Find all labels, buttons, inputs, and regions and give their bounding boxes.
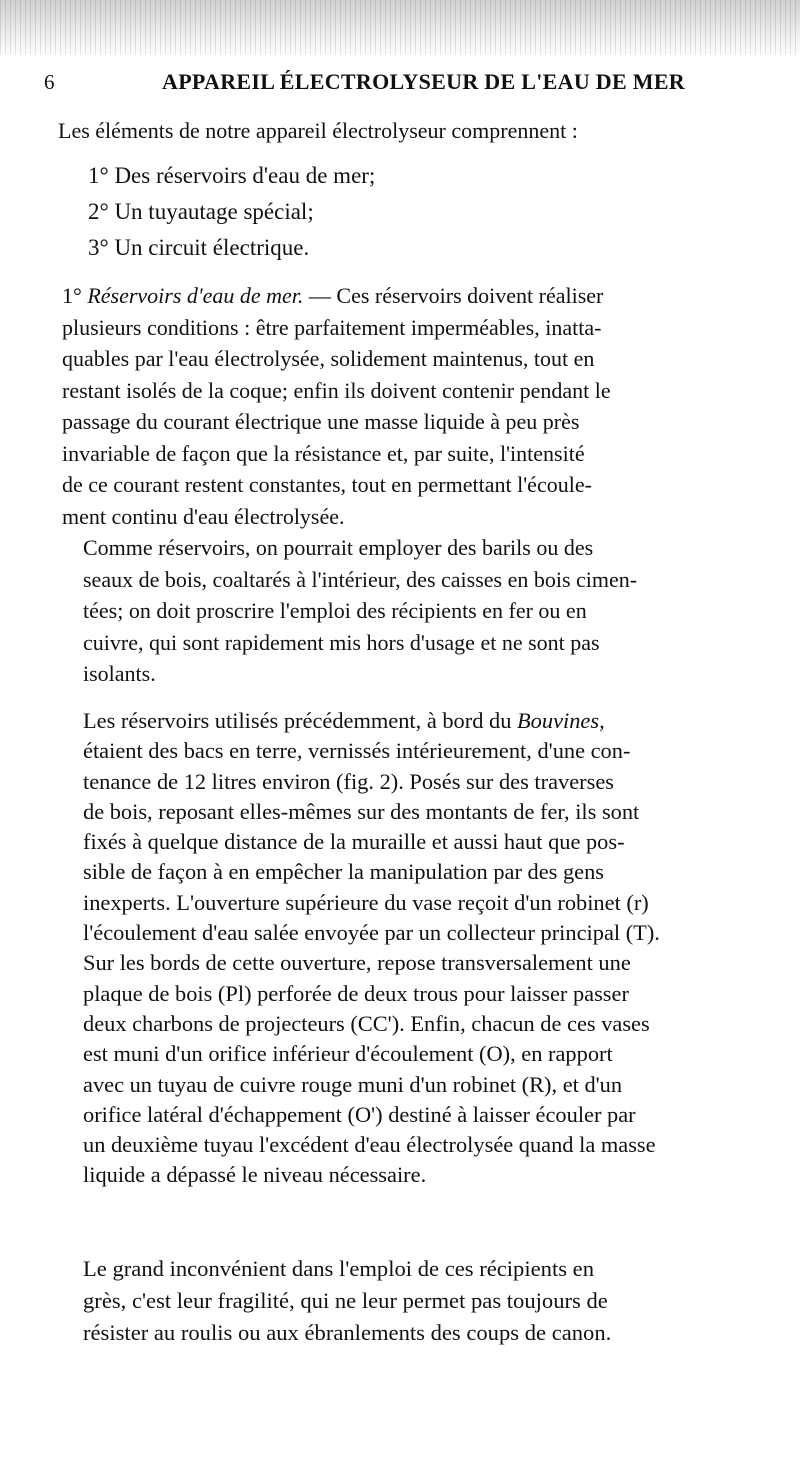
paragraph-line: est muni d'un orifice inférieur d'écoulement (O), en rapport — [83, 1041, 613, 1067]
paragraph-text: Les réservoirs utilisés précédemment, à bord du — [83, 708, 517, 733]
paragraph-line: restant isolés de la coque; enfin ils doivent contenir pendant le — [62, 377, 611, 403]
paragraph-line: Le grand inconvénient dans l'emploi de ces récipients en — [83, 1256, 594, 1281]
paragraph-line: de bois, reposant elles-mêmes sur des montants de fer, ils sont — [83, 798, 640, 824]
running-title: APPAREIL ÉLECTROLYSEUR DE L'EAU DE MER — [162, 69, 685, 94]
paragraph-line: grès, c'est leur fragilité, qui ne leur permet pas toujours de — [83, 1288, 608, 1313]
paragraph-line: seaux de bois, coaltarés à l'intérieur, des caisses en bois cimen- — [83, 566, 638, 592]
paragraph-line: Comme réservoirs, on pourrait employer des barils ou des — [83, 535, 594, 560]
paragraph-materials — [58, 532, 766, 690]
paragraph-line: tenance de 12 litres environ (fig. 2). Posés sur des traverses — [83, 768, 615, 794]
paragraph-fragility — [58, 1253, 766, 1349]
paragraph-line: fixés à quelque distance de la muraille et aussi haut que pos- — [83, 829, 625, 855]
list-item: 3° Un circuit électrique. — [88, 235, 310, 260]
paragraph-line: orifice latéral d'échappement (O') destiné à laisser écouler par — [83, 1101, 636, 1127]
section-heading: Réservoirs d'eau de mer. — [87, 283, 304, 308]
paragraph-line: plaque de bois (Pl) perforée de deux trous pour laisser passer — [83, 980, 629, 1006]
paragraph-text: — Ces réservoirs doivent réaliser — [303, 283, 604, 308]
paragraph-line: avec un tuyau de cuivre rouge muni d'un robinet (R), et d'un — [83, 1071, 623, 1097]
list-item: 1° Des réservoirs d'eau de mer; — [88, 163, 376, 188]
paragraph-line: isolants. — [83, 661, 156, 686]
paragraph-line: un deuxième tuyau l'excédent d'eau électrolysée quand la masse — [83, 1132, 656, 1158]
list-item: 2° Un tuyautage spécial; — [88, 199, 314, 224]
scan-edge-noise — [0, 0, 800, 55]
paragraph-line: deux charbons de projecteurs (CC'). Enfin, chacun de ces vases — [83, 1010, 650, 1036]
paragraph-line — [58, 706, 766, 736]
paragraph-line: étaient des bacs en terre, vernissés intérieurement, d'une con- — [83, 738, 631, 764]
paragraph-line: tées; on doit proscrire l'emploi des récipients en fer ou en — [83, 598, 587, 623]
ship-name: Bouvines, — [517, 708, 605, 733]
intro-sentence: Les éléments de notre appareil électrolyseur comprennent : — [58, 118, 578, 143]
paragraph-line — [58, 280, 766, 312]
paragraph-line: sible de façon à en empêcher la manipulation par des gens — [83, 859, 604, 885]
paragraph-line: liquide a dépassé le niveau nécessaire. — [83, 1162, 427, 1188]
paragraph-line: ment continu d'eau électrolysée. — [62, 503, 345, 529]
paragraph-reservoirs — [58, 280, 766, 532]
page-header — [44, 62, 764, 102]
paragraph-line: résister au roulis ou aux ébranlements des coups de canon. — [83, 1320, 612, 1345]
paragraph-line: cuivre, qui sont rapidement mis hors d'usage et ne sont pas — [83, 629, 600, 655]
section-number: 1° — [62, 283, 88, 308]
paragraph-line: l'écoulement d'eau salée envoyée par un collecteur principal (T). — [83, 920, 660, 946]
paragraph-line: passage du courant électrique une masse liquide à peu près — [62, 409, 580, 434]
paragraph-line: de ce courant restent constantes, tout en permettant l'écoule- — [62, 472, 592, 497]
paragraph-line: Sur les bords de cette ouverture, repose transversalement une — [83, 950, 631, 976]
paragraph-line: quables par l'eau électrolysée, solidement maintenus, tout en — [62, 346, 595, 371]
page-number: 6 — [44, 69, 55, 94]
paragraph-bouvines — [58, 706, 766, 1191]
component-list — [88, 158, 375, 266]
paragraph-line: plusieurs conditions : être parfaitement imperméables, inatta- — [62, 314, 602, 340]
paragraph-line: invariable de façon que la résistance et, par suite, l'intensité — [62, 440, 585, 466]
paragraph-line: inexperts. L'ouverture supérieure du vase reçoit d'un robinet (r) — [83, 889, 649, 915]
